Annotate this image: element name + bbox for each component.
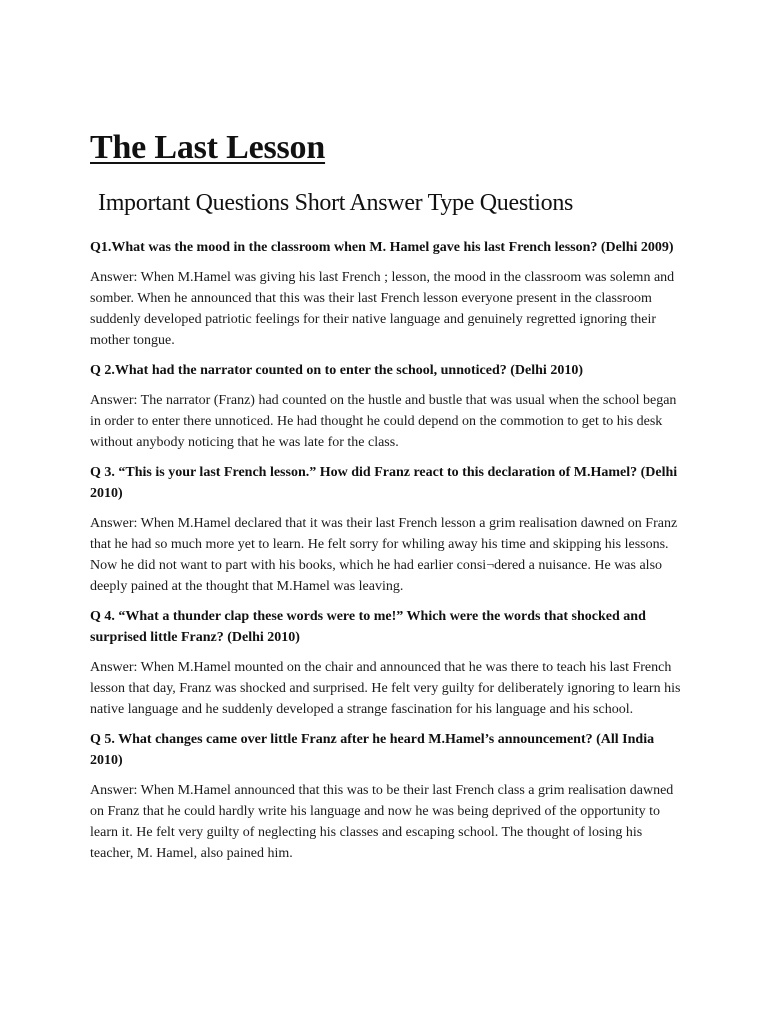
question-2: Q 2.What had the narrator counted on to enter the school, unnoticed? (Delhi 2010) (90, 363, 583, 378)
answer-5: Answer: When M.Hamel announced that this was to be their last French class a grim realisation dawned on Franz that he could hardly write his language and now he was being deprived of the opportunity to learn it. He felt very guilty of neglecting his classes and escaping school. The thought of losing his teacher, M. Hamel, also pained him. (90, 783, 674, 861)
answer-4: Answer: When M.Hamel mounted on the chair and announced that he was there to teach his last French lesson that day, Franz was shocked and surprised. He felt very guilty for deliberately ignoring to learn his native language and he suddenly developed a strange fascination for his language and his school. (90, 660, 681, 717)
answer-2: Answer: The narrator (Franz) had counted on the hustle and bustle that was usual when the school began in order to enter there unnoticed. He had thought he could depend on the commotion to get to his desk without anybody noticing that he was late for the class. (90, 393, 677, 450)
question-5: Q 5. What changes came over little Franz after he heard M.Hamel’s announcement? (All India 2010) (90, 732, 655, 768)
document-title: The Last Lesson (90, 129, 326, 166)
answer-1: Answer: When M.Hamel was giving his last French ; lesson, the mood in the classroom was solemn and somber. When he announced that this was their last French lesson everyone present in the classroom suddenly developed patriotic feelings for their native language and genuinely regretted ignoring their mother tongue. (90, 270, 675, 348)
question-4: Q 4. “What a thunder clap these words were to me!” Which were the words that shocked and surprised little Franz? (Delhi 2010) (90, 609, 646, 645)
document-subtitle: Important Questions Short Answer Type Questions (98, 190, 574, 216)
question-1: Q1.What was the mood in the classroom when M. Hamel gave his last French lesson? (Delhi 2009) (90, 240, 674, 255)
answer-3: Answer: When M.Hamel declared that it was their last French lesson a grim realisation dawned on Franz that he had so much more yet to learn. He felt sorry for whiling away his time and skipping his lessons. Now he did not want to part with his books, which he had earlier consi¬dered a nuisance. He was also deeply pained at the thought that M.Hamel was leaving. (90, 516, 678, 594)
question-3: Q 3. “This is your last French lesson.” How did Franz react to this declaration of M.Hamel? (Delhi 2010) (90, 465, 678, 501)
